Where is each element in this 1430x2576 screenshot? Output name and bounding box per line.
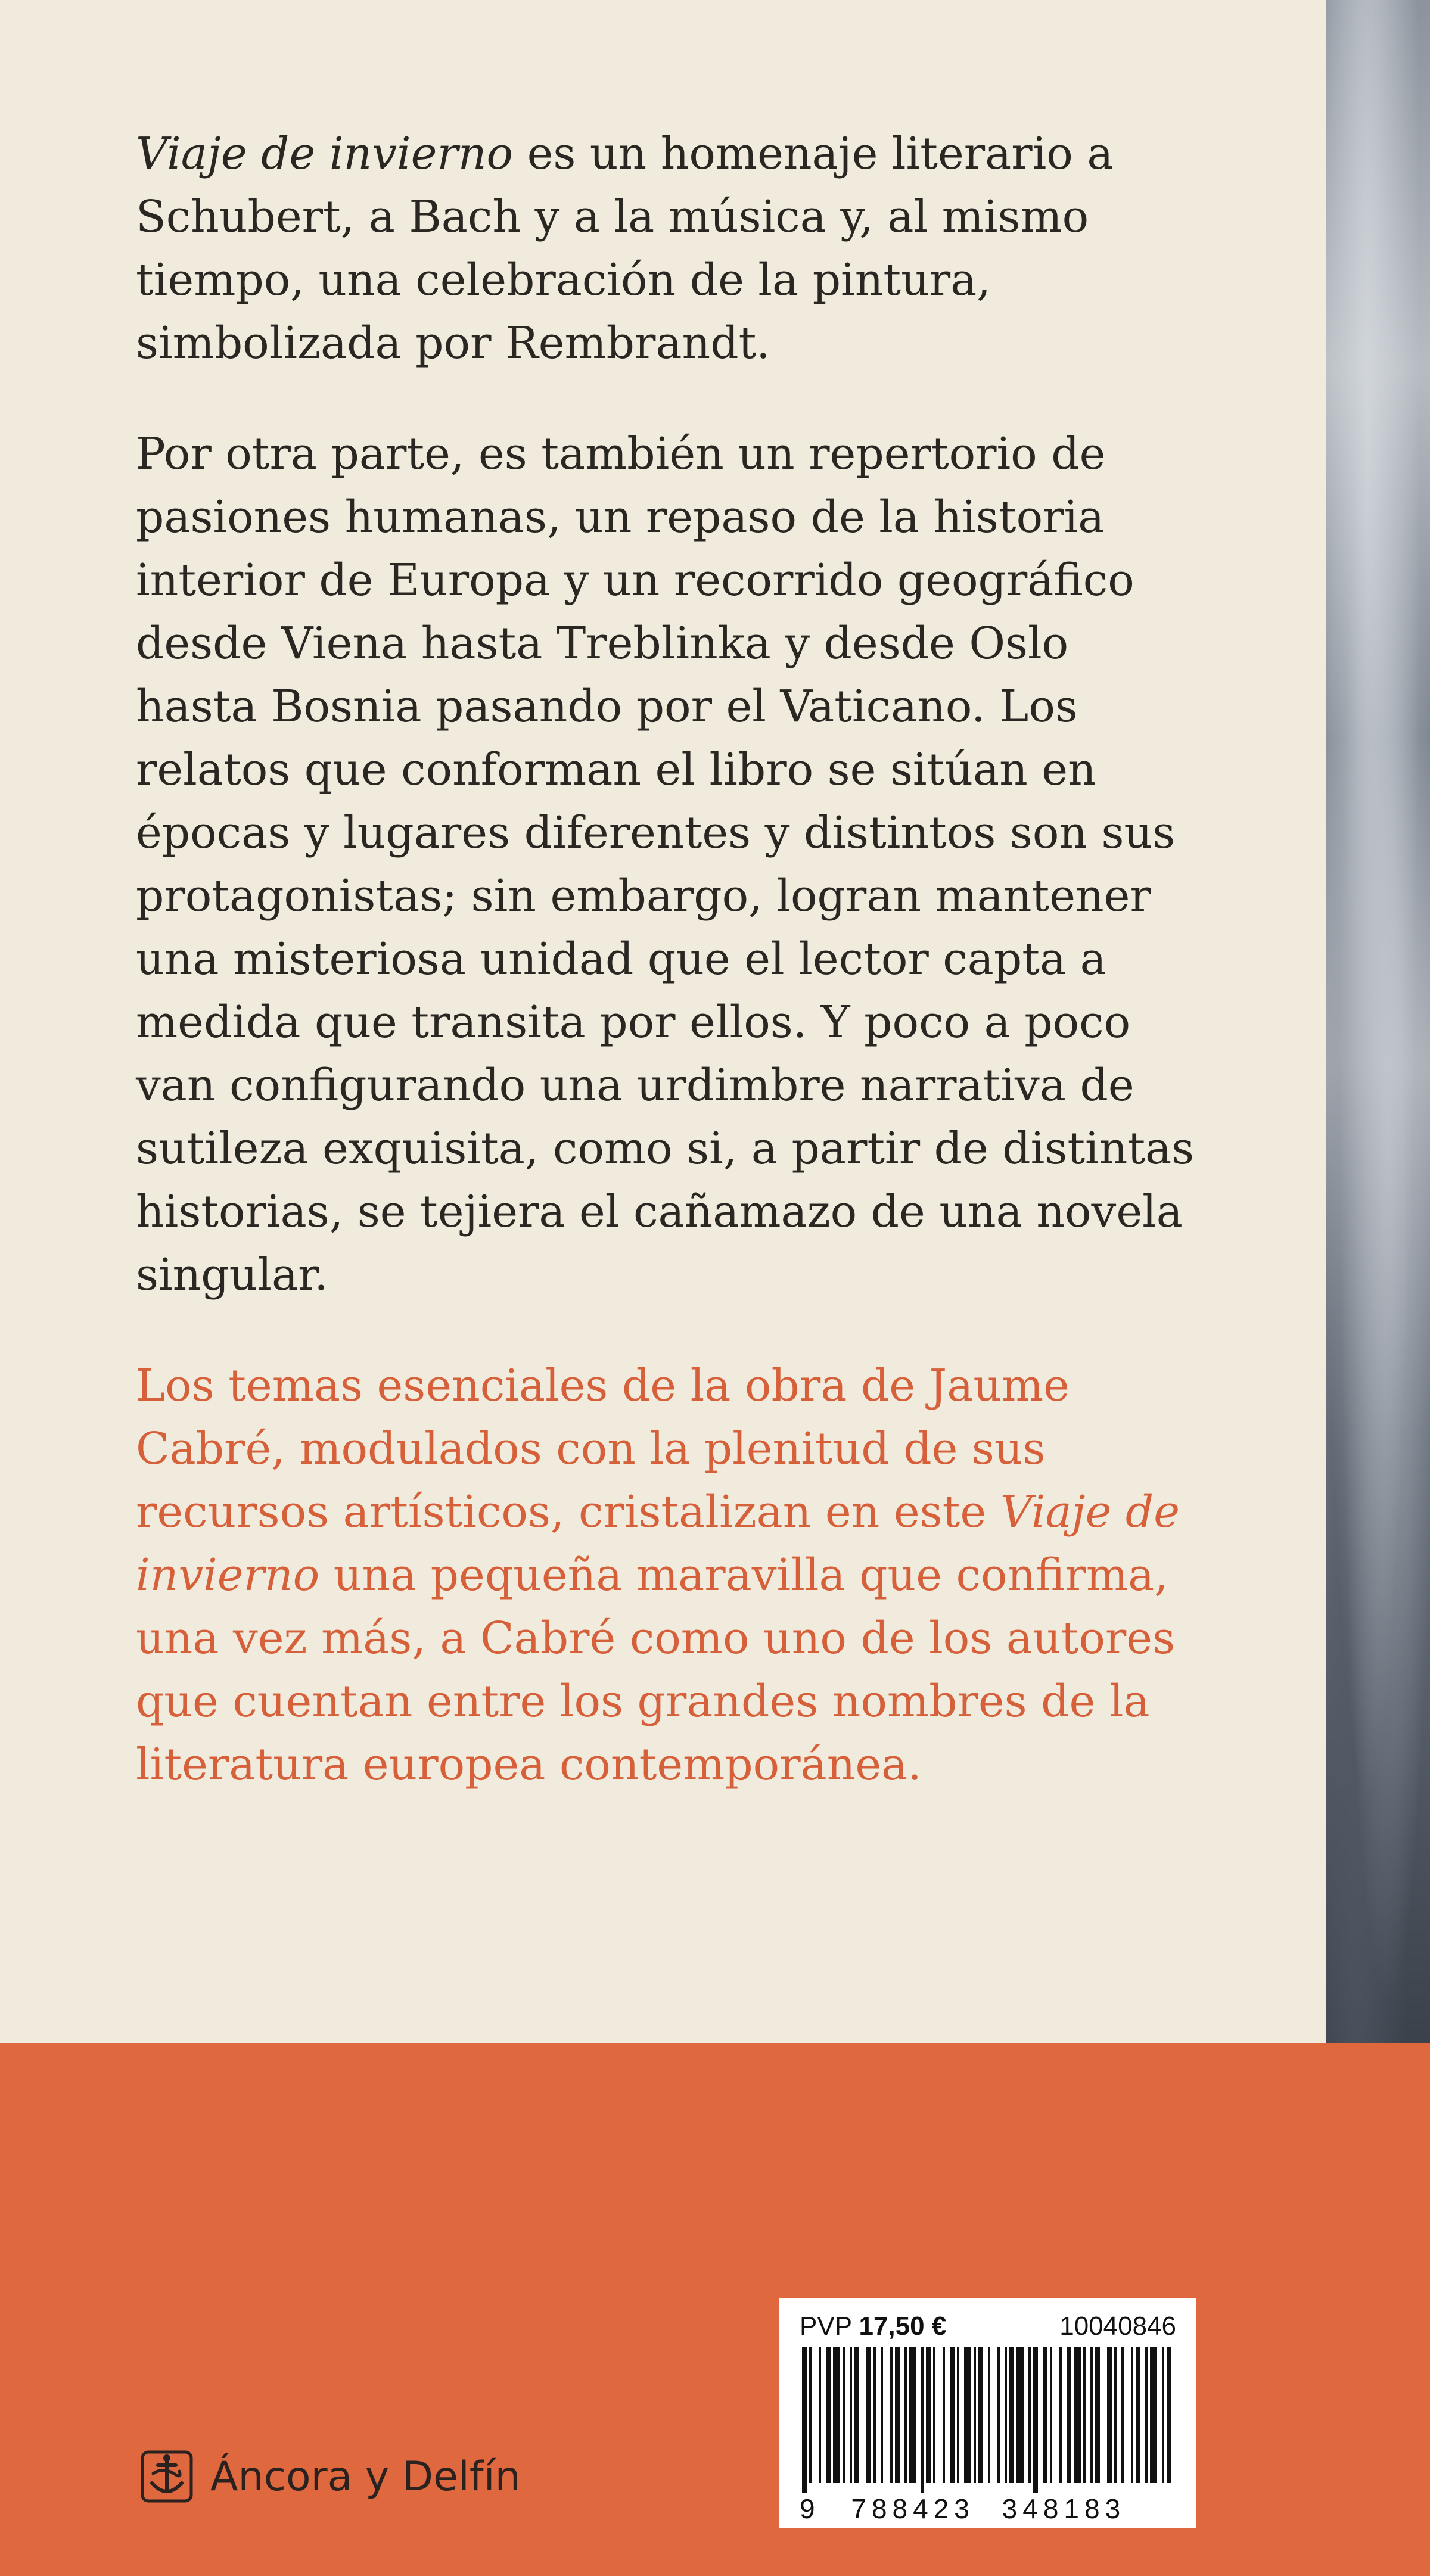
barcode-bar [866, 2347, 871, 2483]
barcode-bar [1162, 2347, 1164, 2483]
book-title-italic: Viaje de invierno [136, 128, 514, 179]
book-title-italic-2: Viaje de invierno [136, 1486, 1180, 1601]
blurb-paragraph-1-text: es un homenaje literario a Schubert, a Bach y a la música y, al mismo tiempo, una celebración de la pintura, simbolizada por Rembrandt. [136, 128, 1114, 369]
barcode-bar [1090, 2347, 1093, 2483]
internal-code: 10040846 [1059, 2311, 1176, 2341]
barcode-bar [850, 2347, 852, 2483]
barcode-bar [854, 2347, 859, 2483]
barcode-bar [1016, 2347, 1024, 2483]
barcode-bar [950, 2347, 955, 2483]
barcode-bar [1150, 2347, 1157, 2483]
barcode-bar [978, 2347, 983, 2483]
barcode-bar [1028, 2347, 1031, 2483]
barcode-bar [890, 2347, 893, 2483]
barcode-bar [802, 2347, 807, 2493]
blurb-paragraph-2: Por otra parte, es también un repertorio de pasiones humanas, un repaso de la historia interior de Europa y un recorrido geográfico desde Viena hasta Treblinka y desde Oslo hasta Bosnia pasando por el Vaticano. Los relatos que conforman el libro se sitúan en épocas y lugares diferentes y distintos son sus protagonistas; sin embargo, logran mantener una misteriosa unidad que el lector capta a medida que transita por ellos. Y poco a poco van configurando una urdimbre narrativa de sutileza exquisita, como si, a partir de distintas historias, se tejiera el cañamazo de una novela singular. [136, 428, 1195, 1301]
barcode-bar [1033, 2347, 1038, 2493]
anchor-dolphin-logo-icon [140, 2450, 194, 2503]
barcode-bar [809, 2347, 812, 2483]
barcode-bar [921, 2347, 924, 2493]
barcode-bar [974, 2347, 976, 2483]
barcode-bar [988, 2347, 990, 2483]
blurb-paragraph-3-text-a: Los temas esenciales de la obra de Jaume Cabré, modulados con la plenitud de sus recursos artísticos, cristalizan en este [136, 1360, 1070, 1538]
barcode-bar [909, 2347, 916, 2483]
barcode-bar [926, 2347, 931, 2483]
barcode-bar [1114, 2347, 1117, 2483]
pvp-label: PVP [800, 2311, 852, 2341]
barcode-bar [957, 2347, 959, 2483]
barcode-bar [1074, 2347, 1081, 2483]
barcode-bar [1145, 2347, 1148, 2483]
barcode-bar [1131, 2347, 1133, 2483]
blurb [136, 122, 1202, 1844]
barcode-bar [1059, 2347, 1062, 2483]
barcode-bar [933, 2347, 935, 2483]
barcode-bar [904, 2347, 907, 2483]
barcode-bar [1167, 2347, 1171, 2483]
barcode-bar [1067, 2347, 1071, 2483]
barcode-bar [873, 2347, 876, 2483]
publisher-name: Áncora y Delfín [210, 2453, 521, 2500]
barcode-bar [1095, 2347, 1100, 2483]
isbn-first-digit: 9 [800, 2493, 820, 2524]
publisher-imprint [140, 2444, 521, 2509]
barcode-bar [1121, 2347, 1124, 2483]
barcode-bar [826, 2347, 831, 2483]
blurb-paragraph-3-text-b: una pequeña maravilla que confirma, una vez más, a Cabré como uno de los autores que cuentan entre los grandes nombres de la literatura europea contemporánea. [136, 1550, 1176, 1790]
isbn-left-group: 788423 [851, 2493, 975, 2524]
barcode-bar [1136, 2347, 1140, 2483]
barcode-bar [1107, 2347, 1112, 2483]
barcode-bars [800, 2347, 1176, 2493]
isbn-digits [800, 2492, 1176, 2525]
blurb-paragraph-1 [136, 122, 1202, 375]
barcode-bar [881, 2347, 883, 2483]
blurb-paragraph-3 [136, 1354, 1202, 1796]
barcode-bar [1083, 2347, 1086, 2483]
isbn-right-group: 348183 [1002, 2493, 1126, 2524]
barcode-bar [997, 2347, 1000, 2483]
barcode-bar [1009, 2347, 1014, 2483]
barcode-label [779, 2298, 1196, 2528]
cover-painting-strip [1326, 0, 1430, 2049]
barcode-bar [964, 2347, 971, 2483]
barcode-bar [843, 2347, 845, 2483]
barcode-bar [1043, 2347, 1047, 2483]
barcode-bar [833, 2347, 840, 2483]
price-value: 17,50 € [859, 2311, 947, 2341]
barcode-bar [1050, 2347, 1052, 2483]
price-group [800, 2309, 946, 2344]
barcode-bar [895, 2347, 900, 2483]
barcode-bar [819, 2347, 821, 2483]
barcode-bar [1005, 2347, 1007, 2483]
price-line [800, 2309, 1176, 2344]
barcode-bar [943, 2347, 945, 2483]
